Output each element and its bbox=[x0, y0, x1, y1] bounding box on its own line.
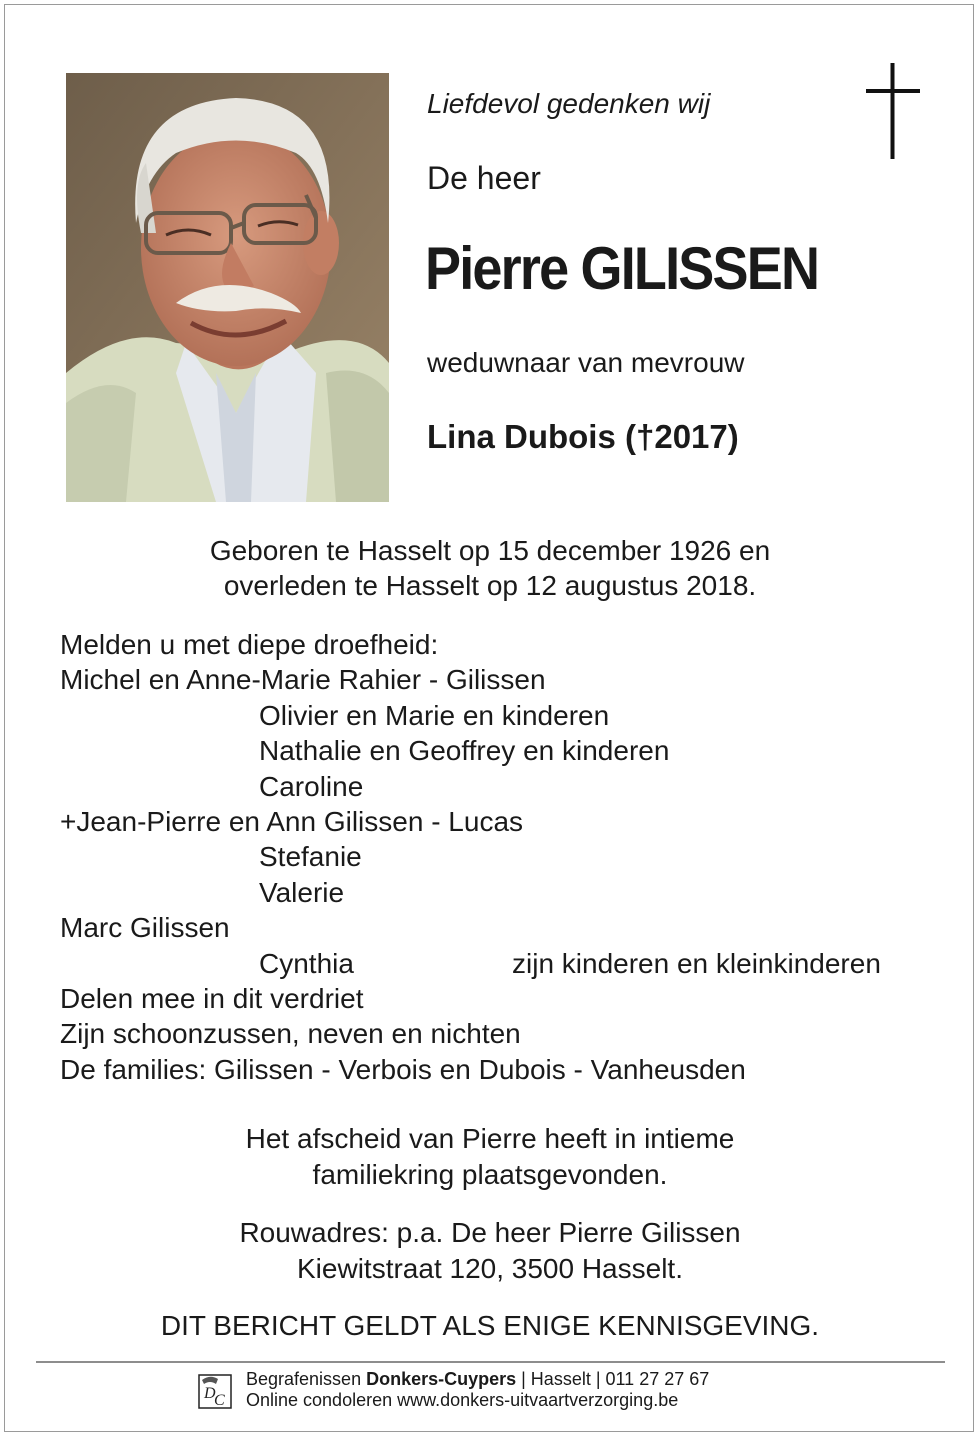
family-member: Cynthia bbox=[259, 947, 354, 979]
widower-line: weduwnaar van mevrouw bbox=[427, 347, 745, 378]
cross-icon bbox=[862, 63, 924, 159]
spouse-name: Lina Dubois (†2017) bbox=[427, 418, 739, 455]
family-line-with-note bbox=[60, 946, 940, 981]
svg-text:C: C bbox=[214, 1392, 225, 1409]
footer-divider bbox=[36, 1361, 945, 1363]
children-note: zijn kinderen en kleinkinderen bbox=[512, 947, 881, 979]
death-line: overleden te Hasselt op 12 augustus 2018. bbox=[223, 570, 757, 601]
svg-text:D: D bbox=[204, 1385, 216, 1402]
address-line: Kiewitstraat 120, 3500 Hasselt. bbox=[297, 1253, 683, 1284]
farewell-line: Het afscheid van Pierre heeft in intieme bbox=[245, 1123, 735, 1154]
family-line: Valerie bbox=[259, 876, 345, 908]
family-line: Zijn schoonzussen, neven en nichten bbox=[60, 1018, 521, 1050]
portrait-photo bbox=[66, 73, 389, 502]
footer-prefix: Begrafenissen bbox=[246, 1369, 367, 1389]
family-line: +Jean-Pierre en Ann Gilissen - Lucas bbox=[60, 805, 524, 837]
company-name: Donkers-Cuypers bbox=[366, 1369, 517, 1389]
farewell-text bbox=[0, 1121, 980, 1193]
deceased-name: Pierre GILISSEN bbox=[425, 235, 819, 302]
family-line: De families: Gilissen - Verbois en Dubois - Vanheusden bbox=[60, 1053, 746, 1085]
family-line: Olivier en Marie en kinderen bbox=[259, 699, 610, 731]
mourning-address bbox=[0, 1215, 980, 1287]
family-line: Nathalie en Geoffrey en kinderen bbox=[259, 735, 670, 767]
footer-info bbox=[246, 1369, 709, 1411]
family-line: Melden u met diepe droefheid: bbox=[60, 629, 439, 660]
address-line: Rouwadres: p.a. De heer Pierre Gilissen bbox=[239, 1217, 741, 1248]
intro-text: Liefdevol gedenken wij bbox=[427, 88, 711, 119]
footer-contact: | Hasselt | 011 27 27 67 bbox=[516, 1369, 710, 1389]
family-list bbox=[60, 627, 940, 1087]
family-line: Delen mee in dit verdriet bbox=[60, 982, 364, 1014]
notice-text: DIT BERICHT GELDT ALS ENIGE KENNISGEVING. bbox=[160, 1310, 820, 1341]
family-line: Stefanie bbox=[259, 841, 362, 873]
family-line: Marc Gilissen bbox=[60, 912, 230, 944]
footer-line-2: Online condoleren www.donkers-uitvaartverzorging.be bbox=[246, 1390, 679, 1410]
farewell-line: familiekring plaatsgevonden. bbox=[312, 1159, 668, 1190]
honorific: De heer bbox=[427, 160, 541, 196]
birth-death-text bbox=[0, 533, 980, 603]
family-line: Caroline bbox=[259, 770, 364, 802]
family-line: Michel en Anne-Marie Rahier - Gilissen bbox=[60, 664, 546, 696]
birth-line: Geboren te Hasselt op 15 december 1926 en bbox=[209, 535, 771, 566]
funeral-home-logo-icon bbox=[198, 1372, 234, 1410]
footer-line-1 bbox=[246, 1369, 709, 1390]
